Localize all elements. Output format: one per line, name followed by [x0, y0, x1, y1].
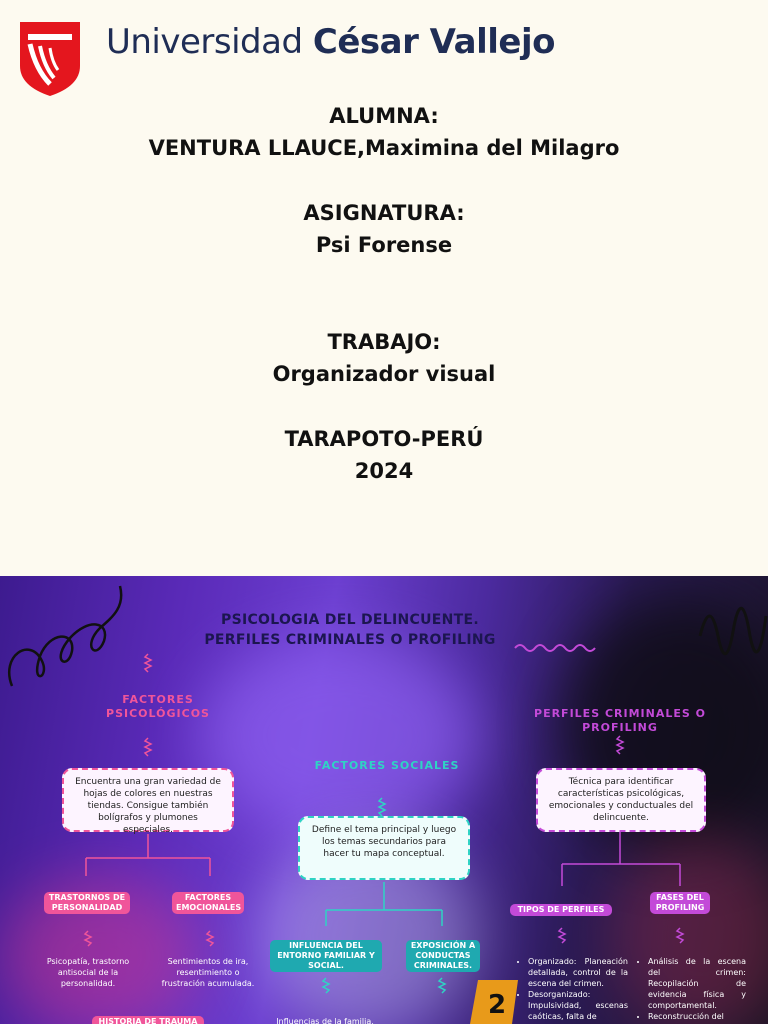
trabajo-label: TRABAJO: — [327, 330, 441, 354]
university-shield-logo-icon — [18, 20, 82, 98]
evidence-marker-number: 2 — [487, 990, 507, 1020]
factores-emocionales-pill: FACTORES EMOCIONALES — [172, 892, 244, 914]
fases-profiling-pill: FASES DEL PROFILING — [650, 892, 710, 914]
trastornos-text: Psicopatía, trastorno antisocial de la personalidad. — [46, 957, 130, 988]
asignatura-label: ASIGNATURA: — [303, 201, 465, 225]
fases-list — [636, 956, 746, 1022]
emocionales-text: Sentimientos de ira, resentimiento o frustración acumulada. — [161, 957, 255, 988]
profiling-box: Técnica para identificar características psicológicas, emocionales y conductuales del delincuente. — [536, 768, 706, 832]
trabajo-name: Organizador visual — [272, 362, 496, 386]
year: 2024 — [354, 459, 414, 483]
list-item: • Reconstrucción del — [648, 1011, 746, 1022]
list-item: • Organizado: Planeación detallada, control de la escena del crimen. — [528, 956, 628, 989]
alumna-label: ALUMNA: — [329, 104, 439, 128]
social-box: Define el tema principal y luego los temas secundarios para hacer tu mapa conceptual. — [298, 816, 470, 880]
factores-psicologicos-title: FACTORES PSICOLÓGICOS — [106, 693, 210, 720]
university-name: Universidad César Vallejo — [106, 22, 555, 62]
factores-sociales-title: FACTORES SOCIALES — [314, 759, 460, 772]
header — [0, 0, 768, 100]
alumna-name: VENTURA LLAUCE,Maximina del Milagro — [148, 136, 620, 160]
place: TARAPOTO-PERÚ — [284, 427, 484, 451]
concept-map-poster — [0, 576, 768, 1024]
poster-title: PSICOLOGIA DEL DELINCUENTE. PERFILES CRIMINALES O PROFILING — [204, 612, 496, 648]
influencia-entorno-pill: INFLUENCIA DEL ENTORNO FAMILIAR Y SOCIAL. — [270, 940, 382, 972]
list-item: • Análisis de la escena del crimen: Recopilación de evidencia física y comportamental. — [648, 956, 746, 1011]
asignatura-name: Psi Forense — [315, 233, 453, 257]
perfiles-criminales-title: PERFILES CRIMINALES O PROFILING — [534, 707, 706, 734]
tipos-perfiles-pill: TIPOS DE PERFILES — [510, 904, 612, 916]
exposicion-conductas-pill: EXPOSICIÓN A CONDUCTAS CRIMINALES. — [406, 940, 480, 972]
trastornos-pill: TRASTORNOS DE PERSONALIDAD — [44, 892, 130, 914]
psychological-box: Encuentra una gran variedad de hojas de colores en nuestras tiendas. Consigue también bolígrafos y plumones especiales. — [62, 768, 234, 832]
influencia-text: Influencias de la familia, — [276, 1017, 374, 1024]
historia-trauma-pill: HISTORIA DE TRAUMA — [92, 1016, 204, 1024]
list-item: • Desorganizado: Impulsividad, escenas caóticas, falta de — [528, 989, 628, 1022]
tipos-list — [516, 956, 628, 1022]
